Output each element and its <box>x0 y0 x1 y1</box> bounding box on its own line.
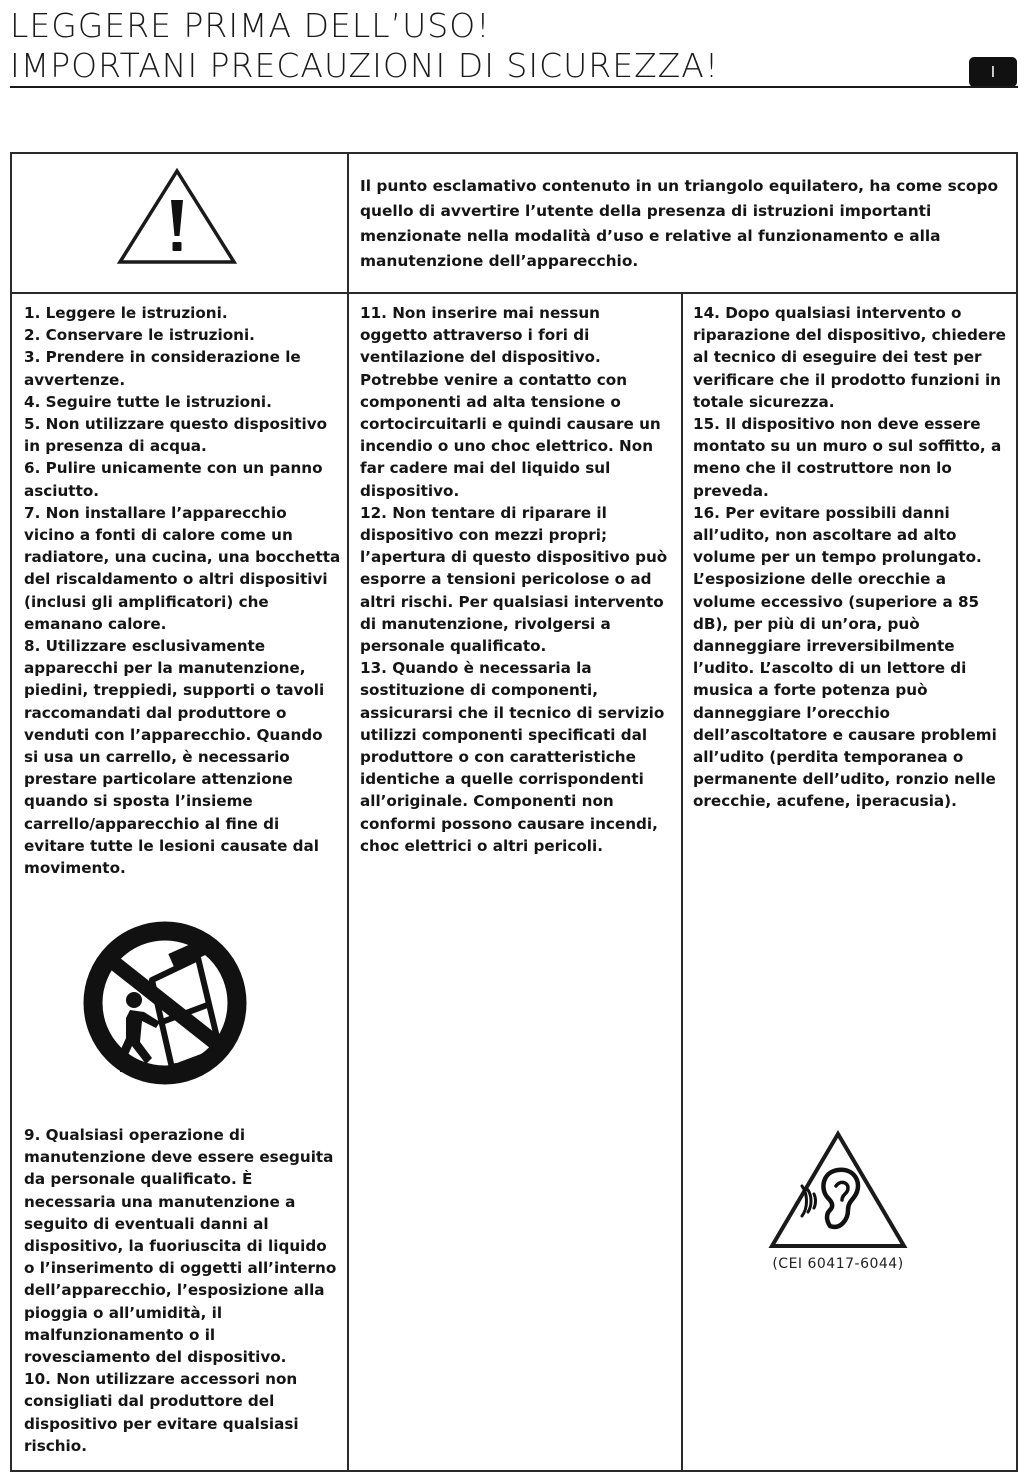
warning-triangle-icon <box>116 166 238 266</box>
column-3-instructions <box>693 302 1013 813</box>
title-line-2: IMPORTANI PRECAUZIONI DI SICUREZZA! <box>10 46 720 85</box>
table-column-divider-1 <box>347 152 349 1472</box>
instruction-item: 15. Il dispositivo non deve essere montato su un muro o sul soffitto, a meno che il costruttore non lo preveda. <box>693 415 1002 500</box>
instruction-item: 16. Per evitare possibili danni all’udito, non ascoltare ad alto volume per un tempo prolungato. L’esposizione delle orecchie a volume eccessivo (superiore a 85 dB), per più di un’ora, può danneggiare irreversibilmente l’udito. L’ascolto di un lettore di musica a forte potenza può danneggiare l’orecchio dell’ascoltatore e causare problemi all’udito (perdita temporanea o permanente dell’udito, ronzio nelle orecchie, acufene, iperacusia). <box>693 503 997 811</box>
column-1-instructions <box>24 302 342 879</box>
instruction-item: 1. Leggere le istruzioni. <box>24 304 228 322</box>
intro-text: Il punto esclamativo contenuto in un triangolo equilatero, ha come scopo quello di avvertire l’utente della presenza di istruzioni importanti menzionate nella modalità d’uso e relative al funzionamento e alla manutenzione dell’apparecchio. <box>360 177 999 270</box>
language-tab: I <box>969 57 1017 87</box>
instruction-item: 10. Non utilizzare accessori non consigliati dal produttore del dispositivo per evitare qualsiasi rischio. <box>24 1370 299 1455</box>
instruction-item: 8. Utilizzare esclusivamente apparecchi per la manutenzione, piedini, treppiedi, supporti o tavoli raccomandati dal produttore o venduti con l’apparecchio. Quando si usa un carrello, è necessario prestare particolare attenzione quando si sposta l’insieme carrello/apparecchio al fine di evitare tutte le lesioni causate dal movimento. <box>24 637 325 878</box>
table-row-divider <box>10 292 1018 294</box>
cart-tip-over-warning-icon <box>80 918 250 1088</box>
instruction-item: 6. Pulire unicamente con un panno asciutto. <box>24 459 323 500</box>
table-column-divider-2 <box>681 292 683 1472</box>
title-underline <box>10 86 1018 88</box>
instruction-item: 9. Qualsiasi operazione di manutenzione deve essere eseguita da personale qualificato. È necessaria una manutenzione a seguito di eventuali danni al dispositivo, la fuoriuscita di liquido o l’inserimento di oggetti all’interno dell’apparecchio, l’esposizione alla pioggia o all’umidità, il malfunzionamento o il rovesciamento del dispositivo. <box>24 1126 337 1367</box>
instruction-item: 11. Non inserire mai nessun oggetto attraverso i fori di ventilazione del dispositivo. Potrebbe venire a contatto con componenti ad alta tensione o cortocircuitarli e quindi causare un incendio o uno choc elettrico. Non far cadere mai del liquido sul dispositivo. <box>360 304 661 500</box>
column-2-instructions <box>360 302 672 857</box>
instruction-item: 7. Non installare l’apparecchio vicino a fonti di calore come un radiatore, una cucina, una bocchetta del riscaldamento o altri dispositivi (inclusi gli amplificatori) che emanano calore. <box>24 503 341 633</box>
standard-caption: (CEI 60417-6044) <box>772 1256 904 1272</box>
title-line-1: LEGGERE PRIMA DELL’USO! <box>10 6 491 45</box>
instruction-item: 2. Conservare le istruzioni. <box>24 326 255 345</box>
page-title <box>10 6 719 86</box>
instruction-item: 5. Non utilizzare questo dispositivo in presenza di acqua. <box>24 415 328 456</box>
instruction-item: 12. Non tentare di riparare il dispositivo con mezzi propri; l’apertura di questo dispositivo può esporre a tensioni pericolose o ad altri rischi. Per qualsiasi intervento di manutenzione, rivolgersi a personale qualificato. <box>360 503 668 656</box>
instruction-item: 13. Quando è necessaria la sostituzione di componenti, assicurarsi che il tecnico di servizio utilizzi componenti specificati dal produttore o con caratteristiche identiche a quelle corrispondenti all’originale. Componenti non conformi possono causare incendi, choc elettrici o altri pericoli. <box>360 659 665 855</box>
instruction-item: 3. Prendere in considerazione le avvertenze. <box>24 348 301 389</box>
instruction-item: 14. Dopo qualsiasi intervento o riparazione del dispositivo, chiedere al tecnico di eseguire dei test per verificare che il prodotto funzioni in totale sicurezza. <box>693 304 1006 411</box>
column-1-instructions-bottom <box>24 1124 342 1457</box>
hearing-damage-warning-icon <box>768 1128 908 1250</box>
instruction-item: 4. Seguire tutte le istruzioni. <box>24 392 272 411</box>
